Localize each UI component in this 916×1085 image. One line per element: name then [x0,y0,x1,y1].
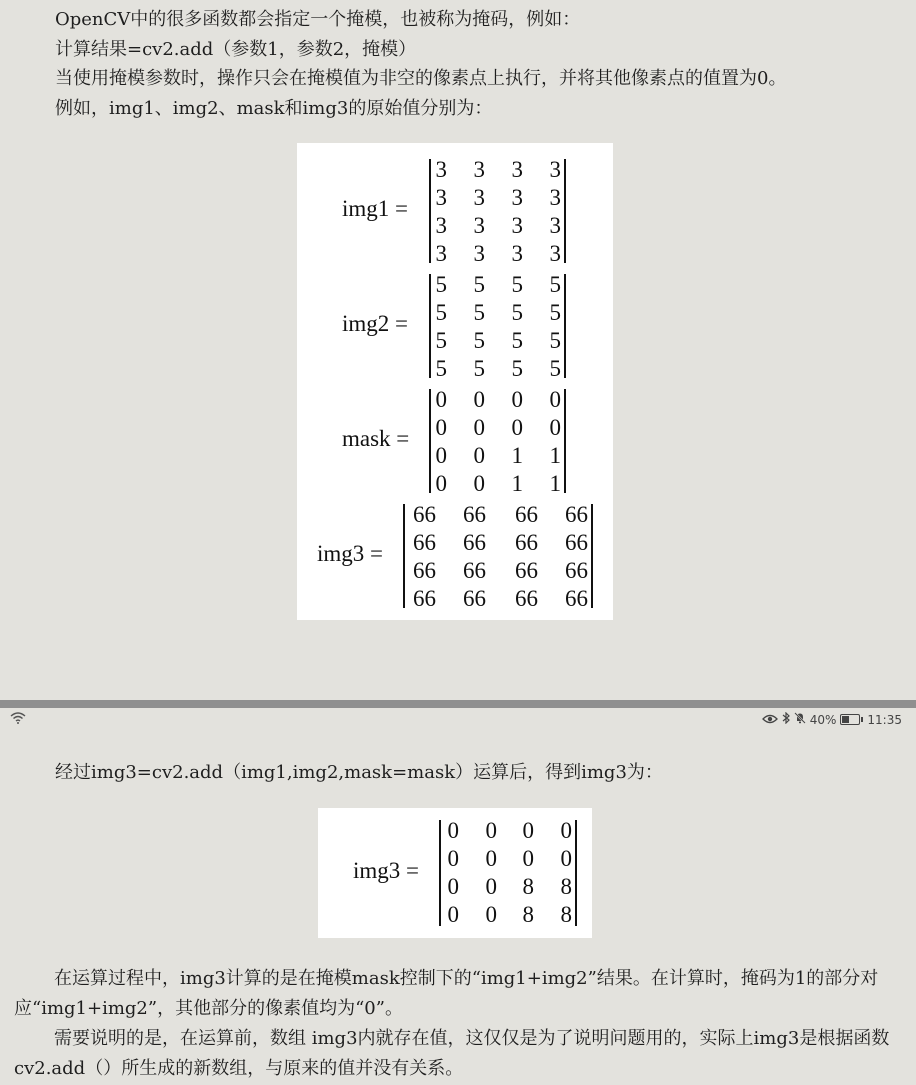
matrix-cell: 0 [473,471,485,496]
mute-bell-icon [794,712,806,727]
matrix-cell: 66 [413,530,436,555]
matrix-cell: 5 [511,356,523,381]
matrix-cell: 3 [511,213,523,238]
matrix-cell: 3 [549,185,561,210]
matrix-cell: 5 [549,300,561,325]
matrix-cell: 8 [560,874,572,899]
matrix-bracket-right [564,159,566,263]
matrix-cell: 5 [511,300,523,325]
matrix-cell: 3 [549,157,561,182]
matrix-cell: 5 [435,328,447,353]
matrix-cell: 66 [463,530,486,555]
matrix-label: img3 = [353,858,420,883]
matrix-cell: 5 [511,272,523,297]
matrix-cell: 1 [511,443,523,468]
matrix-cell: 0 [435,387,447,412]
matrix-cell: 0 [473,387,485,412]
matrix-cell: 0 [435,443,447,468]
matrix-label: img2 = [342,311,409,336]
matrix-label: img1 = [342,196,409,221]
status-time: 11:35 [867,712,902,727]
matrix-cell: 5 [549,272,561,297]
matrix-cell: 0 [485,902,497,927]
bluetooth-icon [782,712,790,727]
matrix-cell: 0 [511,387,523,412]
text-line-1: OpenCV中的很多函数都会指定一个掩模，也被称为掩码，例如： [55,9,581,30]
explanation-paragraph-1: 在运算过程中，img3计算的是在掩模mask控制下的“img1+img2”结果。在计算时，掩码为1的部分对应“img1+img2”，其他部分的像素值均为“0”。 [14,968,879,1019]
matrix-cell: 0 [560,818,572,843]
matrix-cell: 0 [447,902,459,927]
matrix-cell: 8 [522,874,534,899]
matrix-cell: 5 [473,272,485,297]
matrix-cell: 66 [413,502,436,527]
matrix-cell: 1 [511,471,523,496]
matrix-bracket-right [575,820,577,926]
matrix-cell: 0 [435,415,447,440]
matrix-cell: 3 [435,213,447,238]
matrix-cell: 3 [473,157,485,182]
explanation-paragraph-2: 需要说明的是，在运算前，数组 img3内就存在值，这仅仅是为了说明问题用的，实际上img3是根据函数cv2.add（）所生成的新数组，与原来的值并没有关系。 [14,1028,890,1079]
matrix-cell: 3 [473,185,485,210]
text-line-2: 计算结果=cv2.add（参数1，参数2，掩模） [55,39,417,60]
matrix-cell: 5 [473,300,485,325]
matrix-cell: 66 [565,502,588,527]
matrix-cell: 5 [473,356,485,381]
matrix-cell: 66 [413,558,436,583]
matrix-cell: 0 [560,846,572,871]
wifi-icon [10,712,26,728]
matrix-cell: 0 [447,846,459,871]
matrix-cell: 66 [515,558,538,583]
matrix-cell: 5 [435,300,447,325]
battery-percent: 40% [809,712,837,727]
matrix-cell: 66 [515,586,538,611]
matrix-cell: 3 [549,241,561,266]
matrix-cell: 5 [473,328,485,353]
text-line-4: 例如，img1、img2、mask和img3的原始值分别为： [55,98,493,119]
matrix-cell: 3 [511,241,523,266]
matrix-label: img3 = [317,541,384,566]
matrix-cell: 0 [435,471,447,496]
matrix-cell: 66 [515,502,538,527]
matrix-cell: 3 [549,213,561,238]
matrix-cell: 66 [463,502,486,527]
matrix-bracket-right [564,389,566,493]
matrix-cell: 3 [511,185,523,210]
matrix-cell: 0 [447,818,459,843]
matrix-cell: 0 [511,415,523,440]
matrix-cell: 0 [549,415,561,440]
page-divider [0,700,916,708]
matrix-cell: 1 [549,443,561,468]
matrix-cell: 0 [485,846,497,871]
matrix-img2 [297,270,613,382]
matrix-cell: 66 [463,558,486,583]
matrix-cell: 3 [435,157,447,182]
matrix-cell: 66 [515,530,538,555]
matrix-mask [297,385,613,497]
status-bar [762,712,902,727]
matrix-cell: 5 [549,356,561,381]
battery-tip [861,717,863,722]
result-matrix-figure [318,808,592,938]
matrix-cell: 0 [447,874,459,899]
matrix-label: mask = [342,426,410,451]
matrix-img3 [297,500,613,612]
eye-icon [762,713,778,727]
matrix-cell: 5 [511,328,523,353]
matrix-cell: 3 [435,185,447,210]
matrix-cell: 1 [549,471,561,496]
matrix-cell: 3 [473,241,485,266]
matrix-img1 [297,155,613,267]
matrix-cell: 0 [473,443,485,468]
matrix-bracket-right [564,274,566,378]
matrix-img3 [318,816,592,930]
matrix-cell: 3 [435,241,447,266]
matrix-cell: 66 [565,586,588,611]
matrix-cell: 66 [565,558,588,583]
matrix-cell: 3 [511,157,523,182]
text-line-3: 当使用掩模参数时，操作只会在掩模值为非空的像素点上执行，并将其他像素点的值置为0。 [55,68,787,89]
matrix-cell: 0 [485,874,497,899]
battery-icon [840,714,860,725]
matrix-cell: 66 [565,530,588,555]
matrix-cell: 8 [522,902,534,927]
matrix-bracket-right [591,504,593,608]
matrix-cell: 0 [522,846,534,871]
matrix-cell: 5 [549,328,561,353]
matrix-cell: 0 [549,387,561,412]
matrix-cell: 66 [463,586,486,611]
matrix-cell: 0 [522,818,534,843]
matrix-cell: 3 [473,213,485,238]
matrix-figure [297,143,613,620]
matrix-cell: 5 [435,272,447,297]
matrix-cell: 0 [485,818,497,843]
matrix-cell: 5 [435,356,447,381]
result-intro: 经过img3=cv2.add（img1,img2,mask=mask）运算后，得到img3为： [55,762,663,783]
matrix-cell: 0 [473,415,485,440]
matrix-cell: 66 [413,586,436,611]
matrix-cell: 8 [560,902,572,927]
